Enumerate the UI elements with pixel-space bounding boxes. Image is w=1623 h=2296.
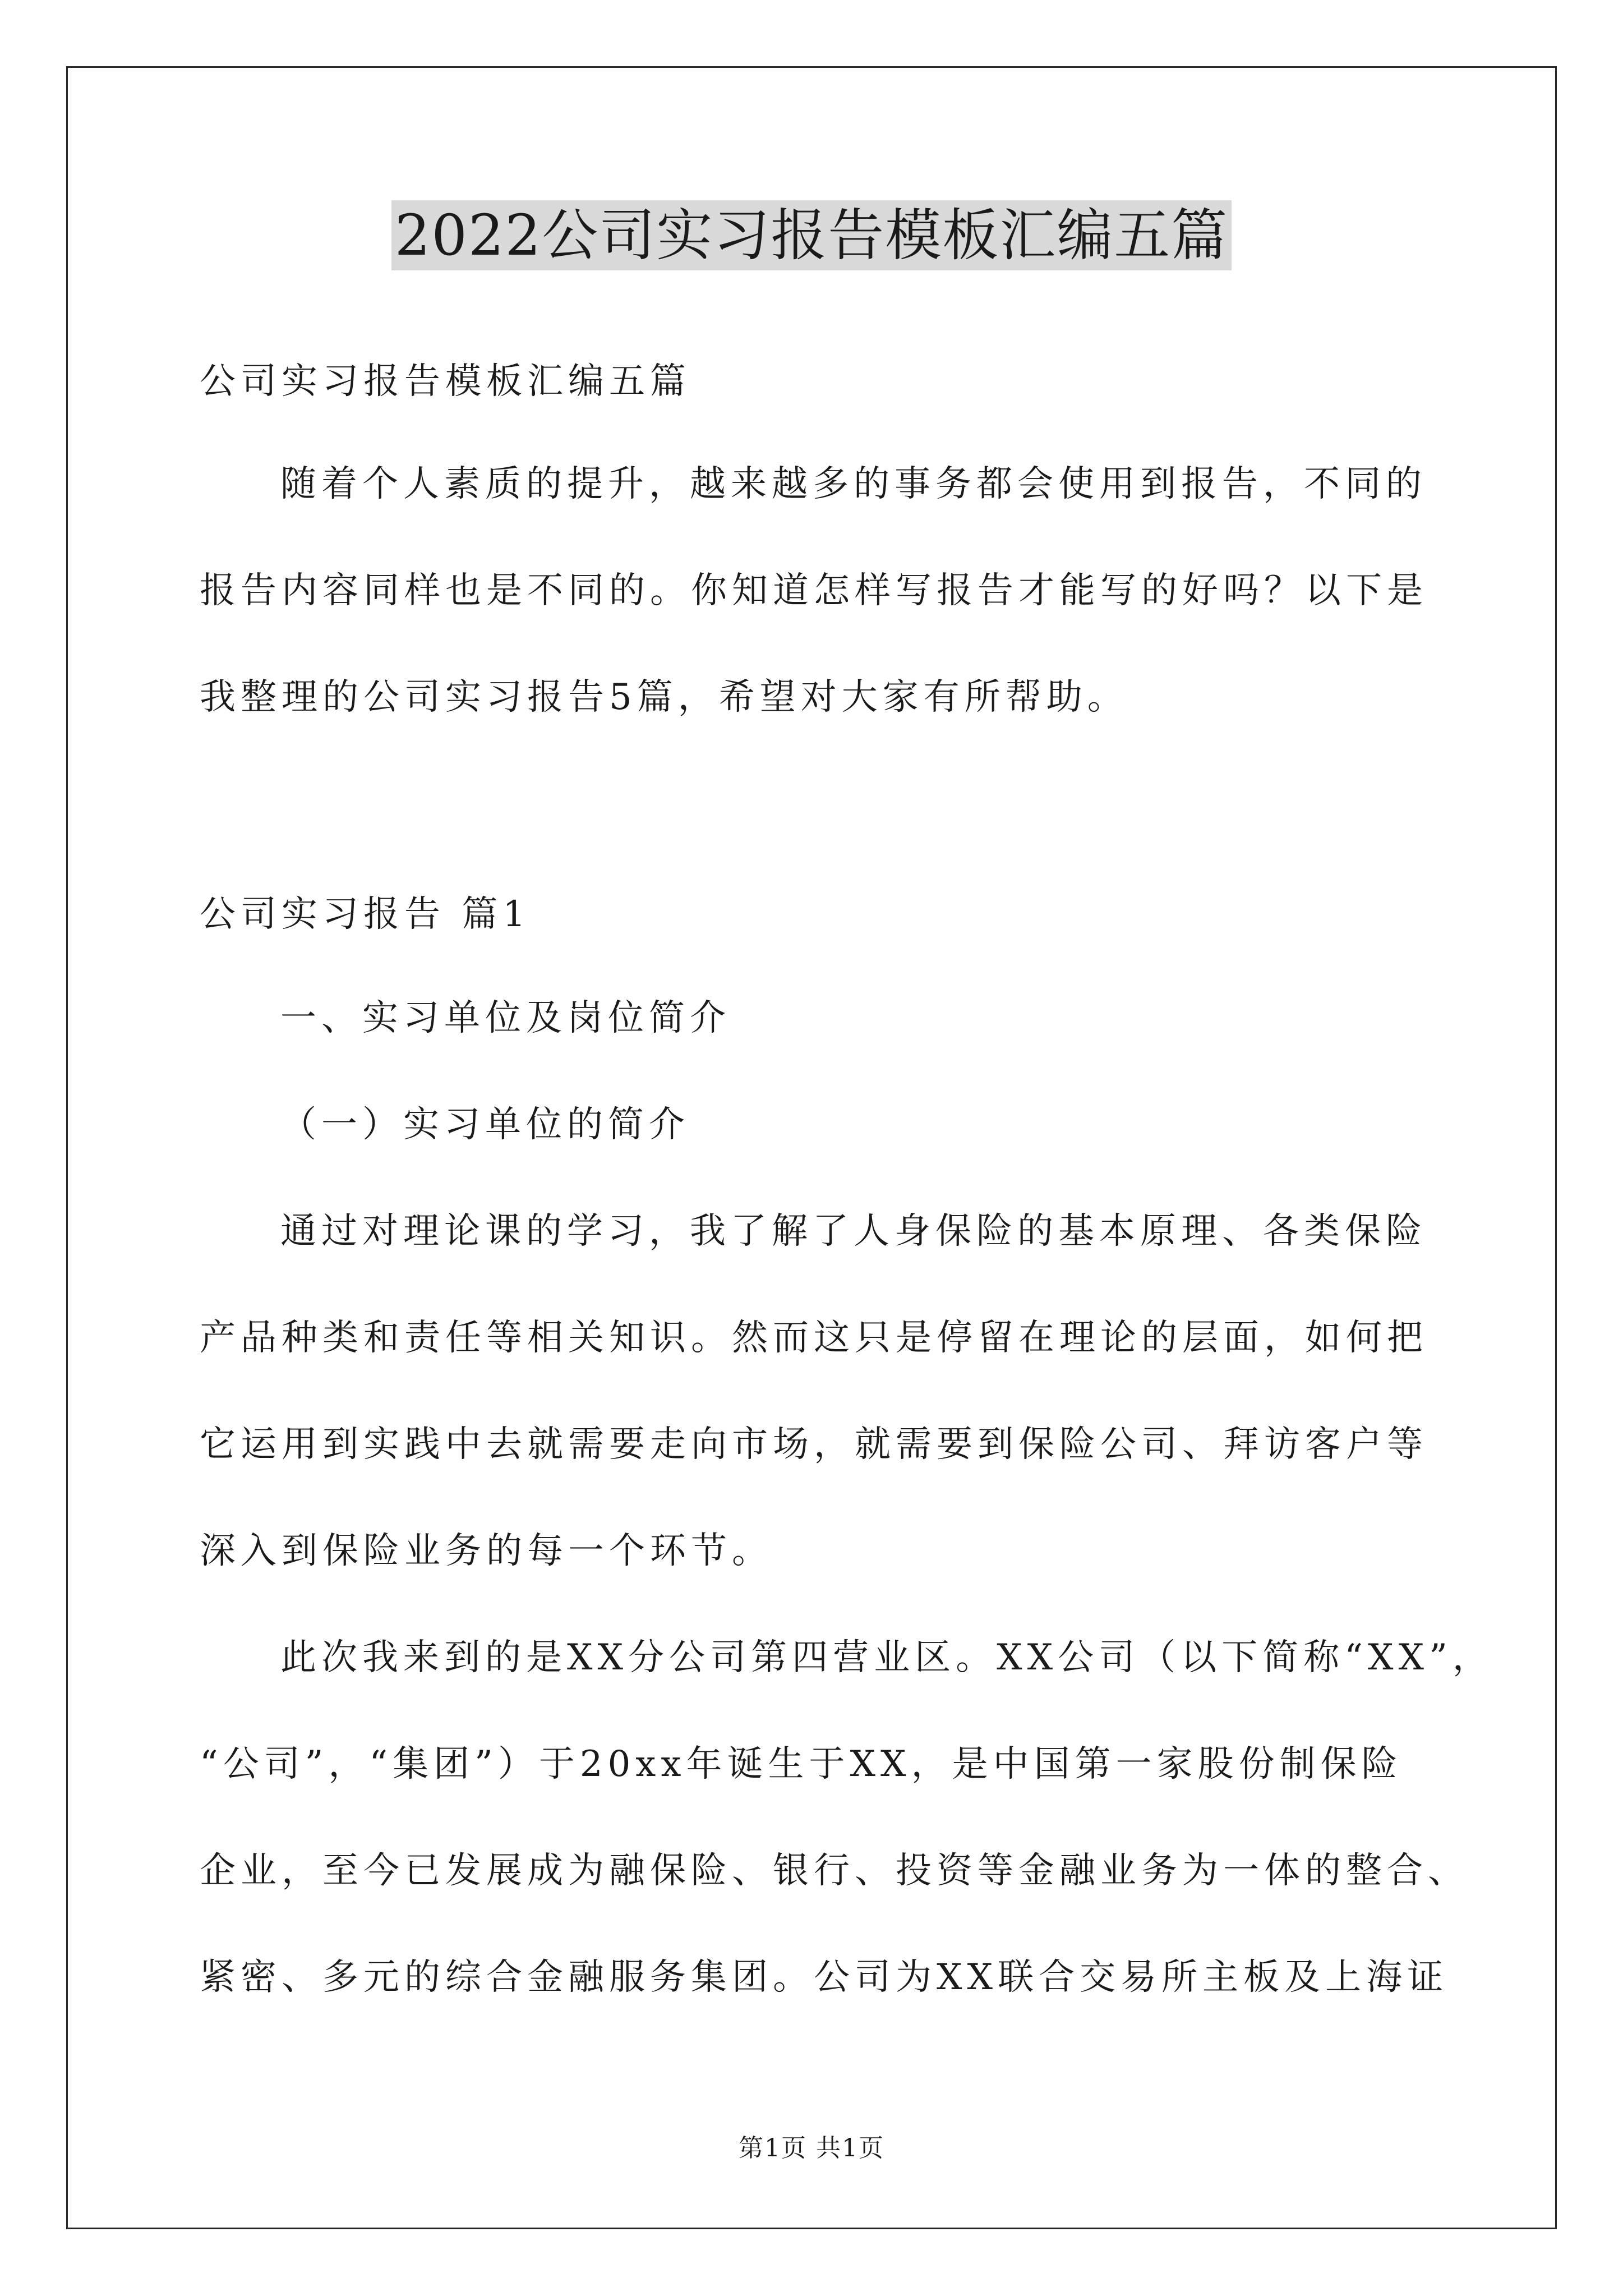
paragraph-line: “公司”，“集团”）于20xx年诞生于XX，是中国第一家股份制保险 (200, 1743, 1403, 1785)
heading-level-2: （一）实习单位的简介 (280, 1104, 690, 1145)
intro-line: 随着个人素质的提升，越来越多的事务都会使用到报告，不同的 (280, 463, 1427, 505)
paragraph-line: 此次我来到的是XX分公司第四营业区。XX公司（以下简称“XX”， (280, 1637, 1493, 1678)
intro-line: 我整理的公司实习报告5篇，希望对大家有所帮助。 (200, 677, 1128, 718)
paragraph-line: 深入到保险业务的每一个环节。 (200, 1530, 773, 1572)
document-title-text: 2022公司实习报告模板汇编五篇 (391, 200, 1232, 270)
heading-level-1: 一、实习单位及岗位简介 (280, 997, 731, 1039)
document-title (0, 196, 1623, 275)
paragraph-line: 企业，至今已发展成为融保险、银行、投资等金融业务为一体的整合、 (200, 1850, 1469, 1892)
page-footer: 第1页 共1页 (739, 2134, 884, 2162)
paragraph-line: 产品种类和责任等相关知识。然而这只是停留在理论的层面，如何把 (200, 1317, 1428, 1359)
paragraph-line: 它运用到实践中去就需要走向市场，就需要到保险公司、拜访客户等 (200, 1424, 1428, 1465)
document-subtitle: 公司实习报告模板汇编五篇 (200, 361, 691, 402)
paragraph-line: 紧密、多元的综合金融服务集团。公司为XX联合交易所主板及上海证 (200, 1957, 1449, 1998)
section-heading: 公司实习报告 篇1 (200, 894, 531, 935)
intro-line: 报告内容同样也是不同的。你知道怎样写报告才能写的好吗？以下是 (200, 570, 1428, 611)
paragraph-line: 通过对理论课的学习，我了解了人身保险的基本原理、各类保险 (280, 1211, 1427, 1252)
